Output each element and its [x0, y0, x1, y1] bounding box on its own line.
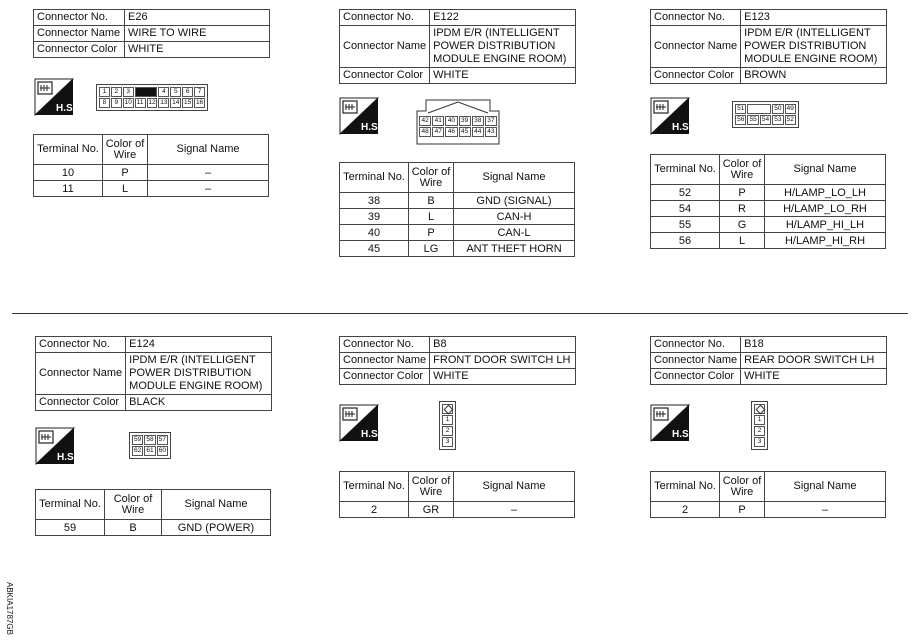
table-row	[340, 209, 575, 225]
table-row	[340, 241, 575, 257]
wire-cell: P	[720, 185, 765, 201]
connector-color-value: BROWN	[741, 68, 887, 84]
signal-table-e123	[650, 154, 886, 249]
connector-color-value: WHITE	[741, 369, 887, 385]
table-row	[36, 520, 271, 536]
connector-name-value: FRONT DOOR SWITCH LH	[430, 353, 576, 369]
table-row	[651, 201, 886, 217]
pin: 3	[754, 437, 765, 447]
connector-info-table	[35, 336, 272, 411]
signal-table-e124	[35, 489, 271, 536]
connector-no-value: B18	[741, 337, 887, 353]
pin-key	[754, 404, 765, 414]
pin: 1	[442, 415, 453, 425]
label-connector-color: Connector Color	[34, 42, 125, 58]
header-color-of-wire: Color of Wire	[720, 155, 765, 185]
header-signal-name: Signal Name	[162, 490, 271, 520]
signal-cell: GND (POWER)	[162, 520, 271, 536]
terminal-cell: 40	[340, 225, 409, 241]
pin: 16	[195, 99, 204, 106]
pin-blank	[747, 104, 771, 114]
pin-key	[442, 404, 453, 414]
label-connector-name: Connector Name	[34, 26, 125, 42]
pin: 53	[772, 115, 783, 125]
header-color-of-wire: Color of Wire	[720, 472, 765, 502]
terminal-cell: 45	[340, 241, 409, 257]
terminal-cell: 59	[36, 520, 105, 536]
header-signal-name: Signal Name	[148, 135, 269, 165]
pin: 14	[172, 99, 180, 106]
pin-layout-e122	[419, 116, 497, 137]
terminal-cell: 38	[340, 193, 409, 209]
connector-e124	[35, 336, 272, 411]
connector-info-table	[33, 9, 270, 58]
connector-info-table	[339, 9, 576, 84]
hs-label: H.S.	[57, 452, 77, 463]
terminal-cell: 55	[651, 217, 720, 233]
wire-cell: B	[409, 193, 454, 209]
pin: 12	[148, 99, 156, 106]
label-connector-name: Connector Name	[340, 353, 430, 369]
pin: 51	[735, 104, 746, 114]
signal-cell: ANT THEFT HORN	[454, 241, 575, 257]
signal-cell: –	[148, 181, 269, 197]
label-connector-color: Connector Color	[340, 369, 430, 385]
section-divider	[12, 313, 908, 314]
table-row	[340, 193, 575, 209]
pin: 47	[432, 127, 444, 137]
connector-color-value: BLACK	[126, 395, 272, 411]
pin: 44	[472, 127, 484, 137]
hs-label: H.S.	[361, 122, 381, 133]
connector-e123	[650, 9, 887, 84]
label-connector-color: Connector Color	[651, 369, 741, 385]
label-connector-color: Connector Color	[36, 395, 126, 411]
hs-label: H.S.	[361, 429, 381, 440]
pin-layout-b18	[751, 401, 768, 450]
table-row	[651, 185, 886, 201]
wire-cell: G	[720, 217, 765, 233]
pin: 46	[445, 127, 457, 137]
label-connector-no: Connector No.	[36, 337, 126, 353]
connector-name-value: IPDM E/R (INTELLIGENT POWER DISTRIBUTION MODULE ENGINE ROOM)	[430, 26, 576, 68]
connector-info-table	[650, 336, 887, 385]
pin: 1	[99, 87, 110, 97]
pin: 3	[442, 437, 453, 447]
pin: 10	[124, 99, 132, 106]
signal-cell: H/LAMP_LO_LH	[765, 185, 886, 201]
label-connector-no: Connector No.	[651, 337, 741, 353]
pin: 58	[144, 435, 155, 445]
connector-color-value: WHITE	[125, 42, 270, 58]
pin: 4	[158, 87, 169, 97]
pin: 2	[754, 426, 765, 436]
terminal-cell: 52	[651, 185, 720, 201]
header-terminal-no: Terminal No.	[34, 135, 103, 165]
signal-cell: CAN-H	[454, 209, 575, 225]
connector-no-value: E122	[430, 10, 576, 26]
hs-label: H.S.	[672, 429, 692, 440]
connector-name-value: IPDM E/R (INTELLIGENT POWER DISTRIBUTION MODULE ENGINE ROOM)	[126, 353, 272, 395]
terminal-cell: 39	[340, 209, 409, 225]
wire-cell: P	[720, 502, 765, 518]
signal-cell: H/LAMP_HI_LH	[765, 217, 886, 233]
header-signal-name: Signal Name	[765, 472, 886, 502]
wire-cell: L	[720, 233, 765, 249]
connector-no-value: E26	[125, 10, 270, 26]
table-row	[34, 181, 269, 197]
pin: 38	[472, 116, 484, 126]
wire-cell: P	[409, 225, 454, 241]
table-row	[34, 165, 269, 181]
wire-cell: GR	[409, 502, 454, 518]
pin: 42	[419, 116, 431, 126]
wire-cell: LG	[409, 241, 454, 257]
pin: 3	[123, 87, 134, 97]
harness-side-icon	[35, 79, 76, 115]
pin-layout-e124	[129, 432, 171, 459]
pin: 54	[760, 115, 771, 125]
label-connector-name: Connector Name	[651, 26, 741, 68]
label-connector-no: Connector No.	[340, 10, 430, 26]
label-connector-no: Connector No.	[340, 337, 430, 353]
wire-cell: L	[103, 181, 148, 197]
wire-cell: P	[103, 165, 148, 181]
signal-table-e122	[339, 162, 575, 257]
pin: 9	[111, 98, 122, 108]
pin-key	[135, 87, 158, 97]
label-connector-no: Connector No.	[34, 10, 125, 26]
harness-side-icon	[340, 405, 381, 441]
connector-e26	[33, 9, 270, 58]
connector-color-value: WHITE	[430, 68, 576, 84]
pin: 41	[432, 116, 444, 126]
pin: 40	[445, 116, 457, 126]
connector-name-value: REAR DOOR SWITCH LH	[741, 353, 887, 369]
hs-label: H.S.	[56, 103, 76, 114]
pin: 5	[170, 87, 181, 97]
pin: 45	[459, 127, 471, 137]
connector-no-value: E123	[741, 10, 887, 26]
pin: 15	[184, 99, 192, 106]
connector-info-table	[339, 336, 576, 385]
connector-b18	[650, 336, 887, 385]
header-signal-name: Signal Name	[454, 163, 575, 193]
hs-label: H.S.	[672, 122, 692, 133]
header-color-of-wire: Color of Wire	[103, 135, 148, 165]
signal-cell: –	[765, 502, 886, 518]
header-signal-name: Signal Name	[454, 472, 575, 502]
header-terminal-no: Terminal No.	[340, 163, 409, 193]
label-connector-color: Connector Color	[340, 68, 430, 84]
connector-color-value: WHITE	[430, 369, 576, 385]
pin: 7	[194, 87, 205, 97]
pin: 50	[772, 104, 783, 114]
label-connector-name: Connector Name	[651, 353, 741, 369]
header-terminal-no: Terminal No.	[651, 155, 720, 185]
terminal-cell: 2	[651, 502, 720, 518]
wire-cell: B	[105, 520, 162, 536]
pin-layout-e26	[96, 84, 208, 111]
signal-cell: –	[454, 502, 575, 518]
signal-cell: –	[148, 165, 269, 181]
pin: 52	[785, 115, 796, 125]
harness-side-icon	[651, 405, 692, 441]
connector-no-value: B8	[430, 337, 576, 353]
signal-table-e26	[33, 134, 269, 197]
pin: 61	[144, 446, 155, 456]
pin: 8	[99, 98, 110, 108]
wire-cell: L	[409, 209, 454, 225]
connector-name-value: IPDM E/R (INTELLIGENT POWER DISTRIBUTION MODULE ENGINE ROOM)	[741, 26, 887, 68]
header-terminal-no: Terminal No.	[36, 490, 105, 520]
table-row	[340, 502, 575, 518]
pin: 57	[157, 435, 168, 445]
header-color-of-wire: Color of Wire	[409, 472, 454, 502]
signal-table-b8	[339, 471, 575, 518]
signal-cell: CAN-L	[454, 225, 575, 241]
pin: 62	[132, 446, 143, 456]
pin: 2	[111, 87, 122, 97]
pin: 49	[785, 104, 796, 114]
pin: 39	[459, 116, 471, 126]
pin: 55	[747, 115, 758, 125]
label-connector-no: Connector No.	[651, 10, 741, 26]
header-terminal-no: Terminal No.	[340, 472, 409, 502]
signal-cell: H/LAMP_LO_RH	[765, 201, 886, 217]
header-color-of-wire: Color of Wire	[409, 163, 454, 193]
pin-layout-e123	[732, 101, 799, 128]
table-row	[651, 502, 886, 518]
terminal-cell: 11	[34, 181, 103, 197]
signal-table-b18	[650, 471, 886, 518]
connector-name-value: WIRE TO WIRE	[125, 26, 270, 42]
header-color-of-wire: Color of Wire	[105, 490, 162, 520]
harness-side-icon	[340, 98, 381, 134]
reference-code: ABKIA1787GB	[5, 582, 14, 635]
pin: 48	[419, 127, 431, 137]
pin: 11	[135, 98, 146, 108]
pin: 6	[182, 87, 193, 97]
connector-no-value: E124	[126, 337, 272, 353]
label-connector-color: Connector Color	[651, 68, 741, 84]
header-signal-name: Signal Name	[765, 155, 886, 185]
signal-cell: GND (SIGNAL)	[454, 193, 575, 209]
pin: 13	[160, 99, 168, 106]
pin: 1	[754, 415, 765, 425]
label-connector-name: Connector Name	[340, 26, 430, 68]
terminal-cell: 54	[651, 201, 720, 217]
pin: 2	[442, 426, 453, 436]
terminal-cell: 2	[340, 502, 409, 518]
table-row	[651, 233, 886, 249]
pin: 56	[735, 115, 746, 125]
signal-cell: H/LAMP_HI_RH	[765, 233, 886, 249]
pin: 60	[157, 446, 168, 456]
harness-side-icon	[651, 98, 692, 134]
connector-info-table	[650, 9, 887, 84]
header-terminal-no: Terminal No.	[651, 472, 720, 502]
harness-side-icon	[36, 428, 77, 464]
label-connector-name: Connector Name	[36, 353, 126, 395]
wire-cell: R	[720, 201, 765, 217]
terminal-cell: 56	[651, 233, 720, 249]
terminal-cell: 10	[34, 165, 103, 181]
pin-layout-b8	[439, 401, 456, 450]
pin: 59	[132, 435, 143, 445]
table-row	[651, 217, 886, 233]
pin: 43	[485, 127, 497, 137]
connector-b8	[339, 336, 576, 385]
table-row	[340, 225, 575, 241]
pin: 37	[485, 116, 497, 126]
connector-e122	[339, 9, 576, 84]
